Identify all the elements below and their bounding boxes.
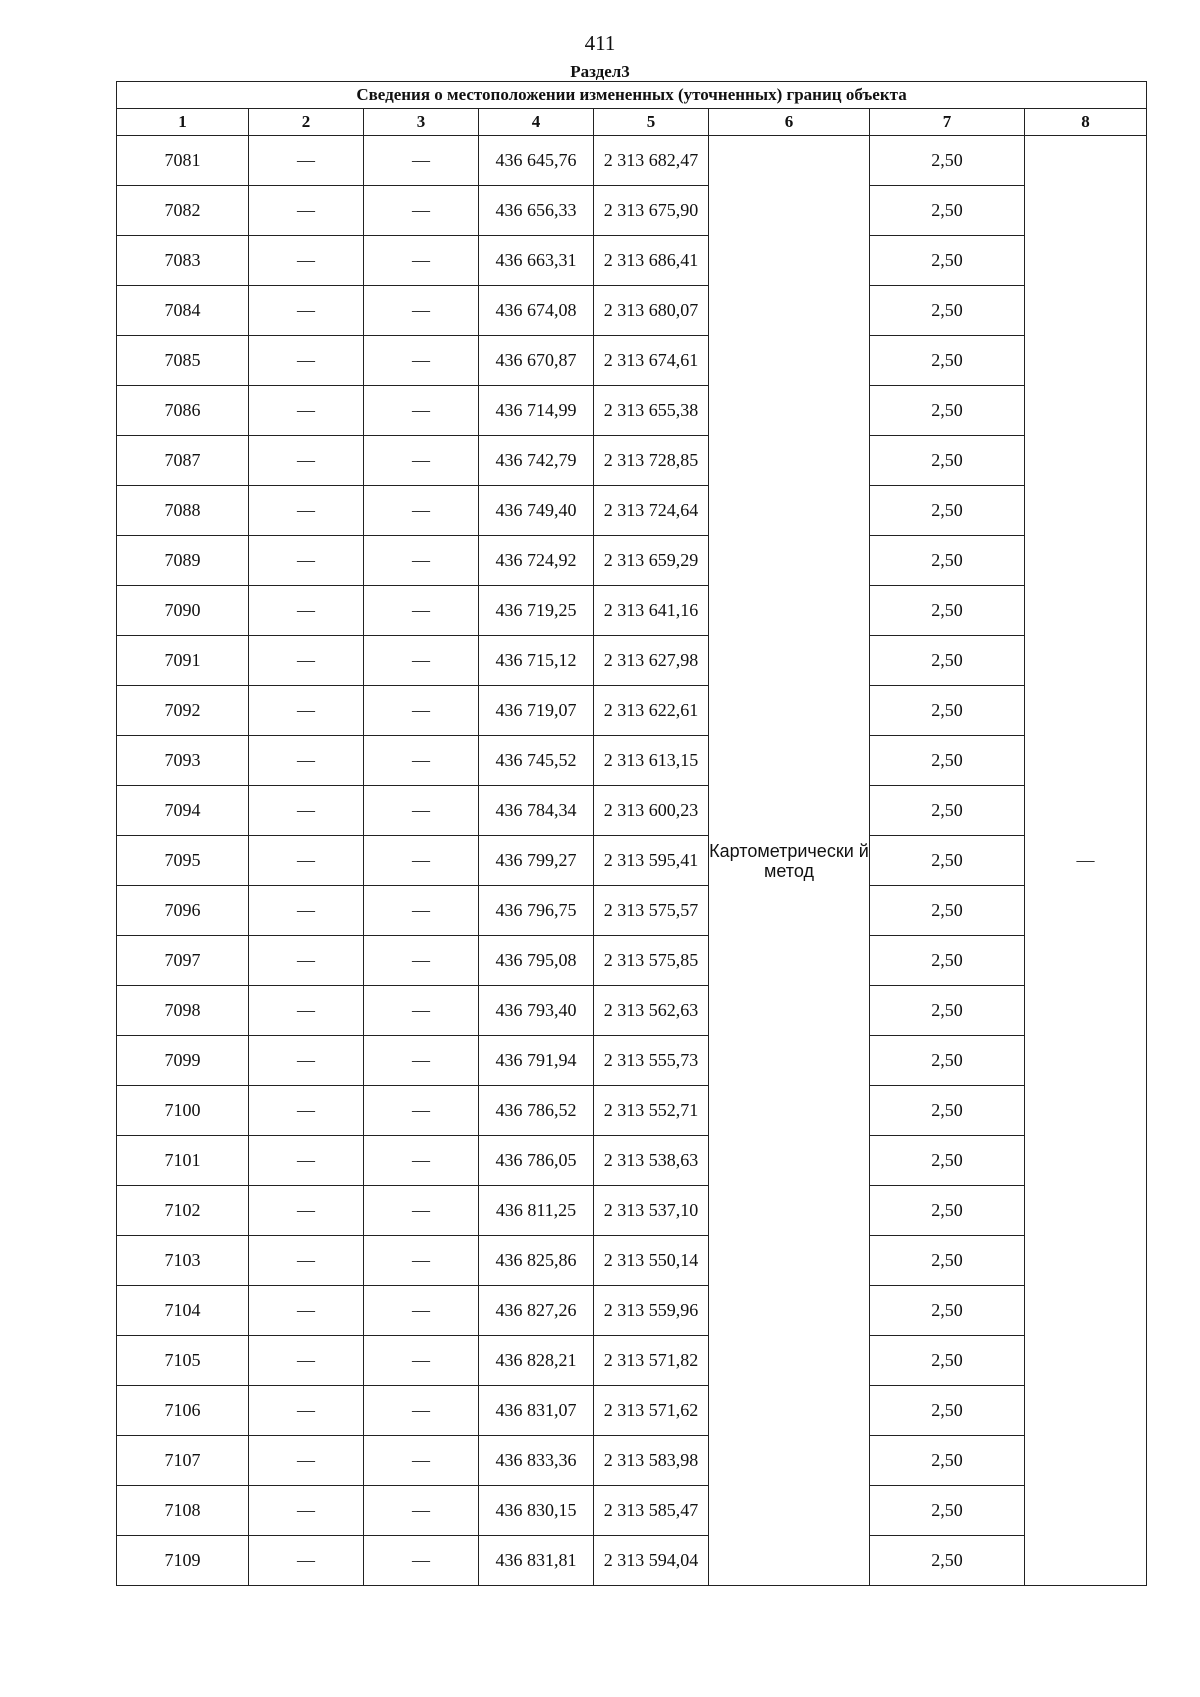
x-coordinate-cell: 436 786,05 [479,1136,594,1186]
x-coordinate-cell: 436 791,94 [479,1036,594,1086]
column-header-7: 7 [870,109,1025,136]
col2-cell: — [249,1036,364,1086]
y-coordinate-cell: 2 313 622,61 [594,686,709,736]
x-coordinate-cell: 436 674,08 [479,286,594,336]
table-row [117,136,1147,186]
col3-cell: — [364,336,479,386]
col3-cell: — [364,486,479,536]
x-coordinate-cell: 436 645,76 [479,136,594,186]
point-number-cell: 7104 [117,1286,249,1336]
point-number-cell: 7084 [117,286,249,336]
col3-cell: — [364,386,479,436]
col3-cell: — [364,786,479,836]
y-coordinate-cell: 2 313 594,04 [594,1536,709,1586]
x-coordinate-cell: 436 719,07 [479,686,594,736]
accuracy-cell: 2,50 [870,786,1025,836]
accuracy-cell: 2,50 [870,1436,1025,1486]
y-coordinate-cell: 2 313 686,41 [594,236,709,286]
column-header-4: 4 [479,109,594,136]
y-coordinate-cell: 2 313 575,85 [594,936,709,986]
col2-cell: — [249,936,364,986]
point-number-cell: 7091 [117,636,249,686]
x-coordinate-cell: 436 784,34 [479,786,594,836]
y-coordinate-cell: 2 313 562,63 [594,986,709,1036]
col2-cell: — [249,786,364,836]
x-coordinate-cell: 436 742,79 [479,436,594,486]
table-row [117,836,1147,886]
col3-cell: — [364,286,479,336]
point-number-cell: 7102 [117,1186,249,1236]
col2-cell: — [249,536,364,586]
table-row [117,536,1147,586]
y-coordinate-cell: 2 313 655,38 [594,386,709,436]
y-coordinate-cell: 2 313 559,96 [594,1286,709,1336]
col2-cell: — [249,436,364,486]
accuracy-cell: 2,50 [870,1186,1025,1236]
col3-cell: — [364,586,479,636]
point-number-cell: 7107 [117,1436,249,1486]
accuracy-cell: 2,50 [870,686,1025,736]
accuracy-cell: 2,50 [870,286,1025,336]
accuracy-cell: 2,50 [870,736,1025,786]
page-number: 411 [584,31,616,55]
y-coordinate-cell: 2 313 575,57 [594,886,709,936]
accuracy-cell: 2,50 [870,436,1025,486]
y-coordinate-cell: 2 313 675,90 [594,186,709,236]
table-row [117,1086,1147,1136]
accuracy-cell: 2,50 [870,1086,1025,1136]
col3-cell: — [364,136,479,186]
x-coordinate-cell: 436 715,12 [479,636,594,686]
col3-cell: — [364,886,479,936]
col8-cell: — [1025,136,1147,1586]
accuracy-cell: 2,50 [870,1486,1025,1536]
accuracy-cell: 2,50 [870,836,1025,886]
col3-cell: — [364,536,479,586]
y-coordinate-cell: 2 313 641,16 [594,586,709,636]
col2-cell: — [249,236,364,286]
accuracy-cell: 2,50 [870,486,1025,536]
col2-cell: — [249,1536,364,1586]
accuracy-cell: 2,50 [870,1286,1025,1336]
col2-cell: — [249,986,364,1036]
point-number-cell: 7100 [117,1086,249,1136]
accuracy-cell: 2,50 [870,636,1025,686]
x-coordinate-cell: 436 745,52 [479,736,594,786]
table-row [117,436,1147,486]
table-row [117,636,1147,686]
col2-cell: — [249,1436,364,1486]
table-row [117,336,1147,386]
accuracy-cell: 2,50 [870,1136,1025,1186]
table-row [117,736,1147,786]
y-coordinate-cell: 2 313 682,47 [594,136,709,186]
y-coordinate-cell: 2 313 571,62 [594,1386,709,1436]
point-number-cell: 7106 [117,1386,249,1436]
col2-cell: — [249,1336,364,1386]
column-header-3: 3 [364,109,479,136]
point-number-cell: 7095 [117,836,249,886]
point-number-cell: 7082 [117,186,249,236]
col2-cell: — [249,1086,364,1136]
col3-cell: — [364,1536,479,1586]
col2-cell: — [249,286,364,336]
table-row [117,1286,1147,1336]
y-coordinate-cell: 2 313 585,47 [594,1486,709,1536]
x-coordinate-cell: 436 786,52 [479,1086,594,1136]
column-header-5: 5 [594,109,709,136]
column-header-6: 6 [709,109,870,136]
x-coordinate-cell: 436 811,25 [479,1186,594,1236]
x-coordinate-cell: 436 663,31 [479,236,594,286]
col2-cell: — [249,336,364,386]
y-coordinate-cell: 2 313 680,07 [594,286,709,336]
point-number-cell: 7097 [117,936,249,986]
col2-cell: — [249,836,364,886]
x-coordinate-cell: 436 795,08 [479,936,594,986]
col3-cell: — [364,1486,479,1536]
x-coordinate-cell: 436 830,15 [479,1486,594,1536]
x-coordinate-cell: 436 831,81 [479,1536,594,1586]
x-coordinate-cell: 436 828,21 [479,1336,594,1386]
accuracy-cell: 2,50 [870,1336,1025,1386]
point-number-cell: 7105 [117,1336,249,1386]
x-coordinate-cell: 436 833,36 [479,1436,594,1486]
col3-cell: — [364,936,479,986]
table-caption: Сведения о местоположении измененных (уточненных) границ объекта [117,82,1147,109]
col2-cell: — [249,1136,364,1186]
table-row [117,386,1147,436]
x-coordinate-cell: 436 749,40 [479,486,594,536]
accuracy-cell: 2,50 [870,386,1025,436]
col3-cell: — [364,1386,479,1436]
column-header-8: 8 [1025,109,1147,136]
col3-cell: — [364,836,479,886]
col2-cell: — [249,136,364,186]
point-number-cell: 7099 [117,1036,249,1086]
point-number-cell: 7081 [117,136,249,186]
accuracy-cell: 2,50 [870,186,1025,236]
col2-cell: — [249,1236,364,1286]
point-number-cell: 7108 [117,1486,249,1536]
y-coordinate-cell: 2 313 583,98 [594,1436,709,1486]
point-number-cell: 7086 [117,386,249,436]
col2-cell: — [249,586,364,636]
col2-cell: — [249,686,364,736]
table-row [117,186,1147,236]
point-number-cell: 7089 [117,536,249,586]
x-coordinate-cell: 436 799,27 [479,836,594,886]
accuracy-cell: 2,50 [870,1236,1025,1286]
x-coordinate-cell: 436 656,33 [479,186,594,236]
y-coordinate-cell: 2 313 724,64 [594,486,709,536]
point-number-cell: 7103 [117,1236,249,1286]
col3-cell: — [364,1436,479,1486]
table-row [117,236,1147,286]
accuracy-cell: 2,50 [870,1386,1025,1436]
col3-cell: — [364,686,479,736]
col2-cell: — [249,736,364,786]
table-row [117,286,1147,336]
point-number-cell: 7085 [117,336,249,386]
table-row [117,1486,1147,1536]
accuracy-cell: 2,50 [870,886,1025,936]
y-coordinate-cell: 2 313 552,71 [594,1086,709,1136]
accuracy-cell: 2,50 [870,1536,1025,1586]
point-number-cell: 7109 [117,1536,249,1586]
y-coordinate-cell: 2 313 550,14 [594,1236,709,1286]
col3-cell: — [364,1286,479,1336]
point-number-cell: 7083 [117,236,249,286]
y-coordinate-cell: 2 313 627,98 [594,636,709,686]
table-row [117,986,1147,1036]
x-coordinate-cell: 436 724,92 [479,536,594,586]
col3-cell: — [364,1086,479,1136]
table-row [117,1436,1147,1486]
x-coordinate-cell: 436 825,86 [479,1236,594,1286]
x-coordinate-cell: 436 793,40 [479,986,594,1036]
point-number-cell: 7096 [117,886,249,936]
point-number-cell: 7094 [117,786,249,836]
table-row [117,1336,1147,1386]
col2-cell: — [249,1186,364,1236]
method-cell: Картометрически й метод [709,136,870,1586]
col3-cell: — [364,1136,479,1186]
table-row [117,1386,1147,1436]
x-coordinate-cell: 436 827,26 [479,1286,594,1336]
y-coordinate-cell: 2 313 537,10 [594,1186,709,1236]
y-coordinate-cell: 2 313 538,63 [594,1136,709,1186]
col3-cell: — [364,186,479,236]
col3-cell: — [364,736,479,786]
table-row [117,1536,1147,1586]
col3-cell: — [364,436,479,486]
col3-cell: — [364,236,479,286]
point-number-cell: 7088 [117,486,249,536]
column-header-1: 1 [117,109,249,136]
accuracy-cell: 2,50 [870,586,1025,636]
y-coordinate-cell: 2 313 613,15 [594,736,709,786]
point-number-cell: 7093 [117,736,249,786]
y-coordinate-cell: 2 313 571,82 [594,1336,709,1386]
table-row [117,1136,1147,1186]
point-number-cell: 7090 [117,586,249,636]
column-header-2: 2 [249,109,364,136]
col3-cell: — [364,1336,479,1386]
col2-cell: — [249,1486,364,1536]
boundary-coordinates-table [116,81,1147,1586]
y-coordinate-cell: 2 313 600,23 [594,786,709,836]
col2-cell: — [249,386,364,436]
accuracy-cell: 2,50 [870,336,1025,386]
col2-cell: — [249,1386,364,1436]
x-coordinate-cell: 436 831,07 [479,1386,594,1436]
y-coordinate-cell: 2 313 555,73 [594,1036,709,1086]
col2-cell: — [249,1286,364,1336]
x-coordinate-cell: 436 714,99 [479,386,594,436]
table-row [117,1186,1147,1236]
col3-cell: — [364,1036,479,1086]
table-row [117,1036,1147,1086]
col2-cell: — [249,186,364,236]
table-row [117,586,1147,636]
y-coordinate-cell: 2 313 659,29 [594,536,709,586]
col3-cell: — [364,1186,479,1236]
table-row [117,686,1147,736]
point-number-cell: 7087 [117,436,249,486]
table-row [117,786,1147,836]
x-coordinate-cell: 436 670,87 [479,336,594,386]
accuracy-cell: 2,50 [870,936,1025,986]
point-number-cell: 7092 [117,686,249,736]
y-coordinate-cell: 2 313 728,85 [594,436,709,486]
point-number-cell: 7098 [117,986,249,1036]
col3-cell: — [364,1236,479,1286]
y-coordinate-cell: 2 313 595,41 [594,836,709,886]
accuracy-cell: 2,50 [870,136,1025,186]
y-coordinate-cell: 2 313 674,61 [594,336,709,386]
accuracy-cell: 2,50 [870,536,1025,586]
col2-cell: — [249,636,364,686]
x-coordinate-cell: 436 796,75 [479,886,594,936]
point-number-cell: 7101 [117,1136,249,1186]
accuracy-cell: 2,50 [870,236,1025,286]
table-row [117,1236,1147,1286]
table-row [117,486,1147,536]
col3-cell: — [364,636,479,686]
col2-cell: — [249,486,364,536]
table-row [117,886,1147,936]
col3-cell: — [364,986,479,1036]
table-row [117,936,1147,986]
section-title: Раздел3 [570,62,630,81]
x-coordinate-cell: 436 719,25 [479,586,594,636]
accuracy-cell: 2,50 [870,1036,1025,1086]
col2-cell: — [249,886,364,936]
accuracy-cell: 2,50 [870,986,1025,1036]
